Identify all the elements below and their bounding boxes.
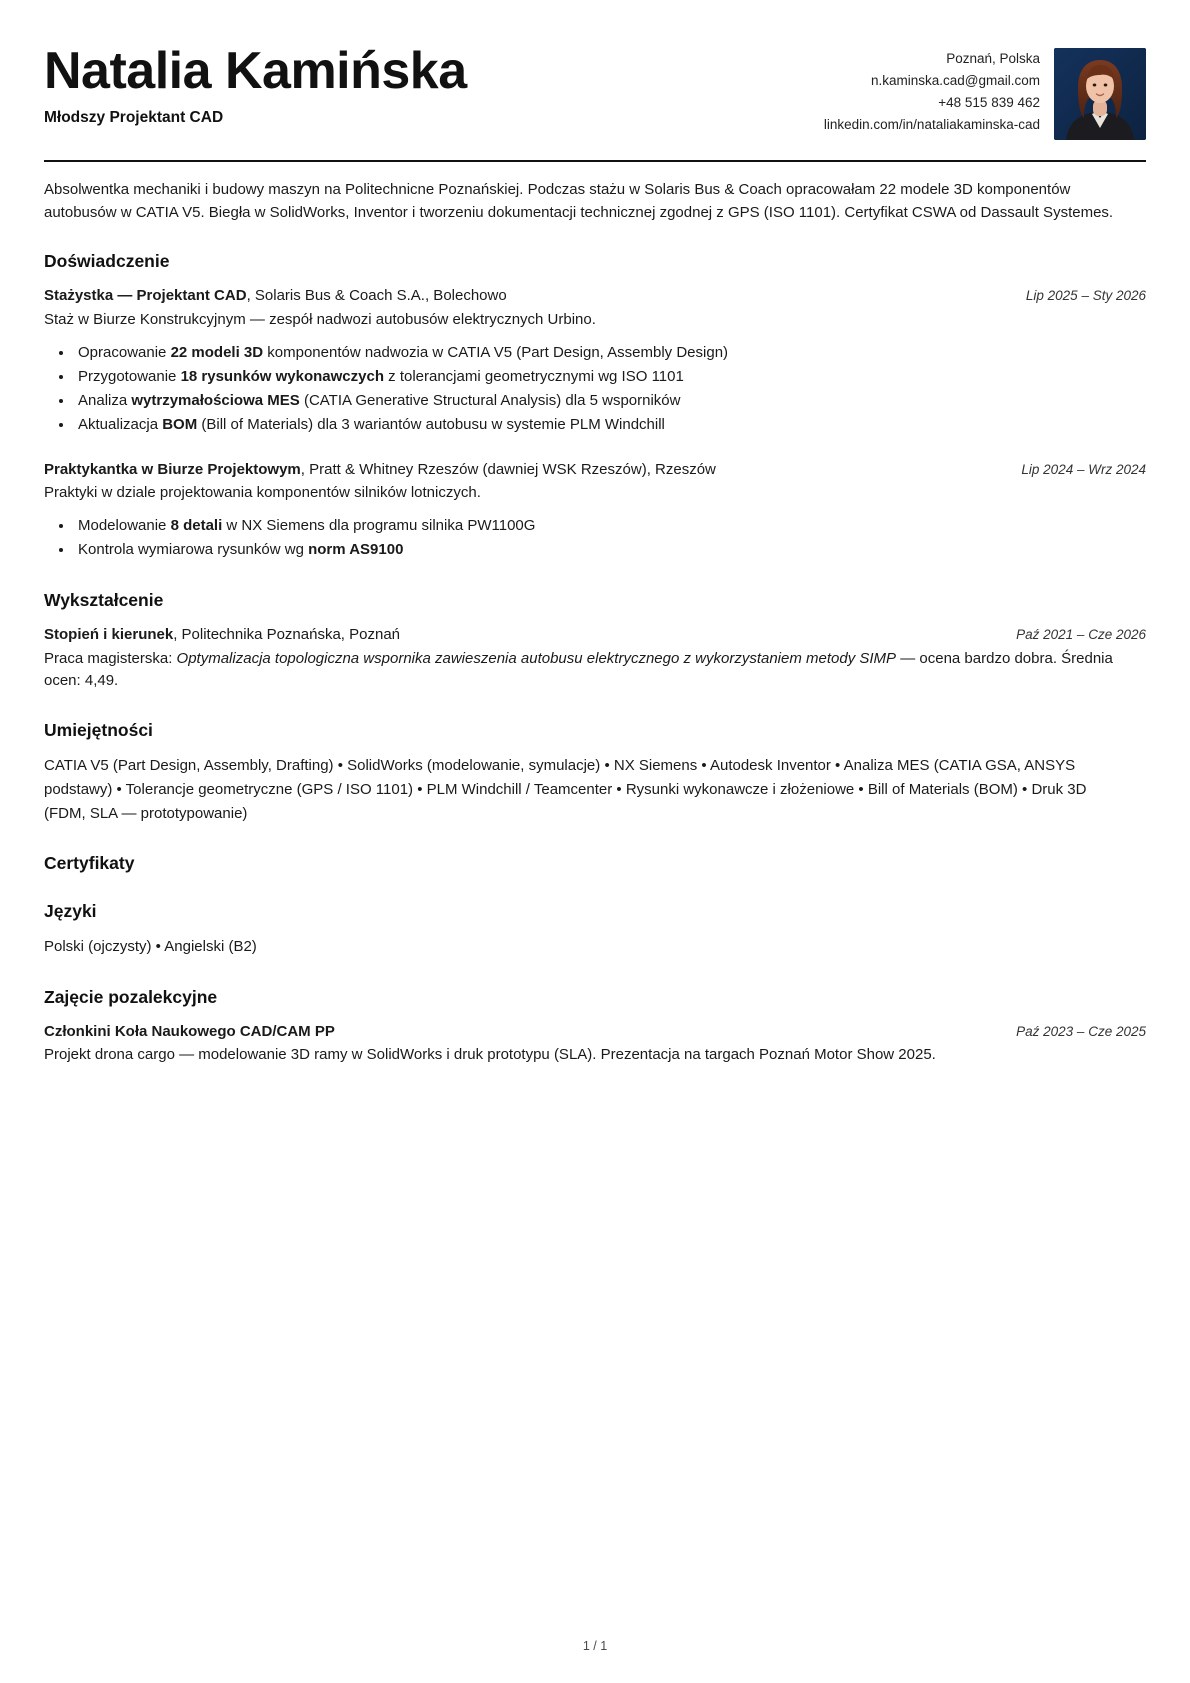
contact-email[interactable]: n.kaminska.cad@gmail.com	[870, 72, 1040, 88]
education-date: Paź 2021 – Cze 2026	[1016, 626, 1146, 642]
bullet-bold: 22 modeli 3D	[170, 343, 264, 361]
list-item	[74, 341, 1146, 365]
thesis-label: Praca magisterska:	[44, 649, 177, 667]
list-item	[74, 365, 1146, 389]
contact-linkedin[interactable]: linkedin.com/in/nataliakaminska-cad	[823, 116, 1040, 132]
education-thesis	[44, 648, 1134, 693]
section-title-extracurricular: Zajęcie pozalekcyjne	[44, 986, 218, 1007]
bullet-bold: 18 rysunków wykonawczych	[180, 367, 384, 385]
summary-text: Absolwentka mechaniki i budowy maszyn na Politechnicne Poznańskiej. Podczas stażu w Solaris Bus & Coach opracowałam 22 modele 3D komponentów autobusów w CATIA V5. Biegła w SolidWorks, Inventor i tworzeniu dokumentacji technicznej zgodnej z GPS (ISO 1101). Certyfikat CSWA od Dassault Systemes.	[44, 181, 1114, 221]
languages-text: Polski (ojczysty) • Angielski (B2)	[44, 938, 257, 956]
skills-text: CATIA V5 (Part Design, Assembly, Drafting) • SolidWorks (modelowanie, symulacje) • NX Siemens • Autodesk Inventor • Analiza MES (CATIA GSA, ANSYS podstawy) • Tolerancje geometryczne (GPS / ISO 1101) • PLM Windchill / Teamcenter • Rysunki wykonawcze i złożeniowe • Bill of Materials (BOM) • Druk 3D (FDM, SLA — prototypowanie)	[44, 756, 1087, 823]
section-title-education: Wykształcenie	[44, 589, 164, 610]
section-education	[44, 590, 1146, 693]
section-title-skills: Umiejętności	[44, 719, 153, 740]
page-indicator: 1 / 1	[582, 1639, 608, 1653]
bullet-bold: norm AS9100	[308, 541, 404, 559]
portrait-photo	[1054, 48, 1146, 140]
bullet-pre: Przygotowanie	[78, 367, 181, 385]
bullet-pre: Modelowanie	[78, 517, 171, 535]
experience-company: , Solaris Bus & Coach S.A., Bolechowo	[246, 287, 507, 304]
thesis-grade: — ocena bardzo dobra. Średnia ocen: 4,49.	[44, 649, 1113, 690]
section-extracurricular	[44, 987, 1146, 1067]
section-certificates	[44, 853, 1146, 874]
experience-date: Lip 2024 – Wrz 2024	[1021, 461, 1146, 477]
bullet-post: (CATIA Generative Structural Analysis) dla 5 wsporników	[299, 392, 681, 410]
bullet-pre: Opracowanie	[78, 343, 171, 361]
bullet-post: z tolerancjami geometrycznymi wg ISO 1101	[383, 367, 684, 385]
list-item	[74, 389, 1146, 413]
experience-subtitle: Praktyki w dziale projektowania komponentów silników lotniczych.	[44, 484, 481, 502]
experience-entry	[44, 285, 1146, 438]
extracurricular-entry	[44, 1021, 1146, 1067]
experience-entry-title	[44, 285, 507, 307]
experience-date: Lip 2025 – Sty 2026	[1025, 288, 1146, 303]
section-title-certificates: Certyfikaty	[44, 853, 135, 874]
resume-header	[44, 42, 1146, 140]
experience-entry-head	[44, 285, 1146, 307]
education-entry	[44, 624, 1146, 693]
thesis-title: Optymalizacja topologiczna wspornika zawieszenia autobusu elektrycznego z wykorzystaniem metody SIMP	[176, 649, 897, 667]
extracurricular-date: Paź 2023 – Cze 2025	[1016, 1023, 1146, 1039]
experience-role: Stażystka — Projektant CAD	[44, 287, 247, 304]
experience-entry-head	[44, 459, 1146, 481]
bullet-post: w NX Siemens dla programu silnika PW1100G	[222, 517, 536, 535]
header-contact-block	[824, 42, 1146, 140]
education-entry-head	[44, 624, 1146, 646]
bullet-bold: BOM	[162, 416, 198, 434]
header-divider	[44, 160, 1146, 162]
section-experience	[44, 251, 1146, 563]
experience-role: Praktykantka w Biurze Projektowym	[44, 460, 301, 478]
bullet-pre: Aktualizacja	[78, 416, 163, 434]
page-footer	[0, 1639, 1190, 1653]
section-languages	[44, 901, 1146, 959]
extracurricular-role: Członkini Koła Naukowego CAD/CAM PP	[44, 1022, 335, 1040]
experience-bullet-list	[44, 341, 1146, 438]
contact-details	[824, 48, 1040, 135]
experience-bullet-list	[44, 514, 1146, 563]
portrait-photo-graphic	[1054, 48, 1146, 140]
list-item	[74, 413, 1146, 437]
experience-subtitle: Staż w Biurze Konstrukcyjnym — zespół nadwozi autobusów elektrycznych Urbino.	[44, 310, 596, 328]
education-entry-title	[44, 624, 400, 646]
extracurricular-entry-head	[44, 1021, 1146, 1043]
contact-phone[interactable]: +48 515 839 462	[938, 94, 1040, 110]
list-item	[74, 514, 1146, 538]
section-skills	[44, 720, 1146, 827]
header-identity	[44, 42, 467, 127]
candidate-job-title: Młodszy Projektant CAD	[44, 109, 224, 127]
education-degree: Stopień i kierunek	[44, 625, 174, 643]
contact-location: Poznań, Polska	[946, 51, 1040, 66]
extracurricular-description: Projekt drona cargo — modelowanie 3D ramy w SolidWorks i druk prototypu (SLA). Prezentacja na targach Poznań Motor Show 2025.	[44, 1046, 936, 1064]
experience-company: , Pratt & Whitney Rzeszów (dawniej WSK Rzeszów), Rzeszów	[300, 460, 716, 478]
section-title-experience: Doświadczenie	[44, 251, 170, 271]
experience-entry	[44, 459, 1146, 563]
candidate-name: Natalia Kamińska	[44, 42, 467, 100]
bullet-pre: Analiza	[78, 392, 132, 410]
education-school: , Politechnika Poznańska, Poznań	[173, 625, 401, 643]
bullet-bold: 8 detali	[170, 517, 223, 535]
bullet-bold: wytrzymałościowa MES	[131, 392, 300, 410]
experience-entry-title	[44, 459, 716, 481]
bullet-post: komponentów nadwozia w CATIA V5 (Part Design, Assembly Design)	[263, 343, 729, 361]
list-item	[74, 538, 1146, 562]
extracurricular-role-wrap	[44, 1021, 335, 1043]
bullet-pre: Kontrola wymiarowa rysunków wg	[78, 541, 309, 559]
section-title-languages: Języki	[44, 901, 97, 922]
bullet-post: (Bill of Materials) dla 3 wariantów autobusu w systemie PLM Windchill	[197, 416, 665, 434]
